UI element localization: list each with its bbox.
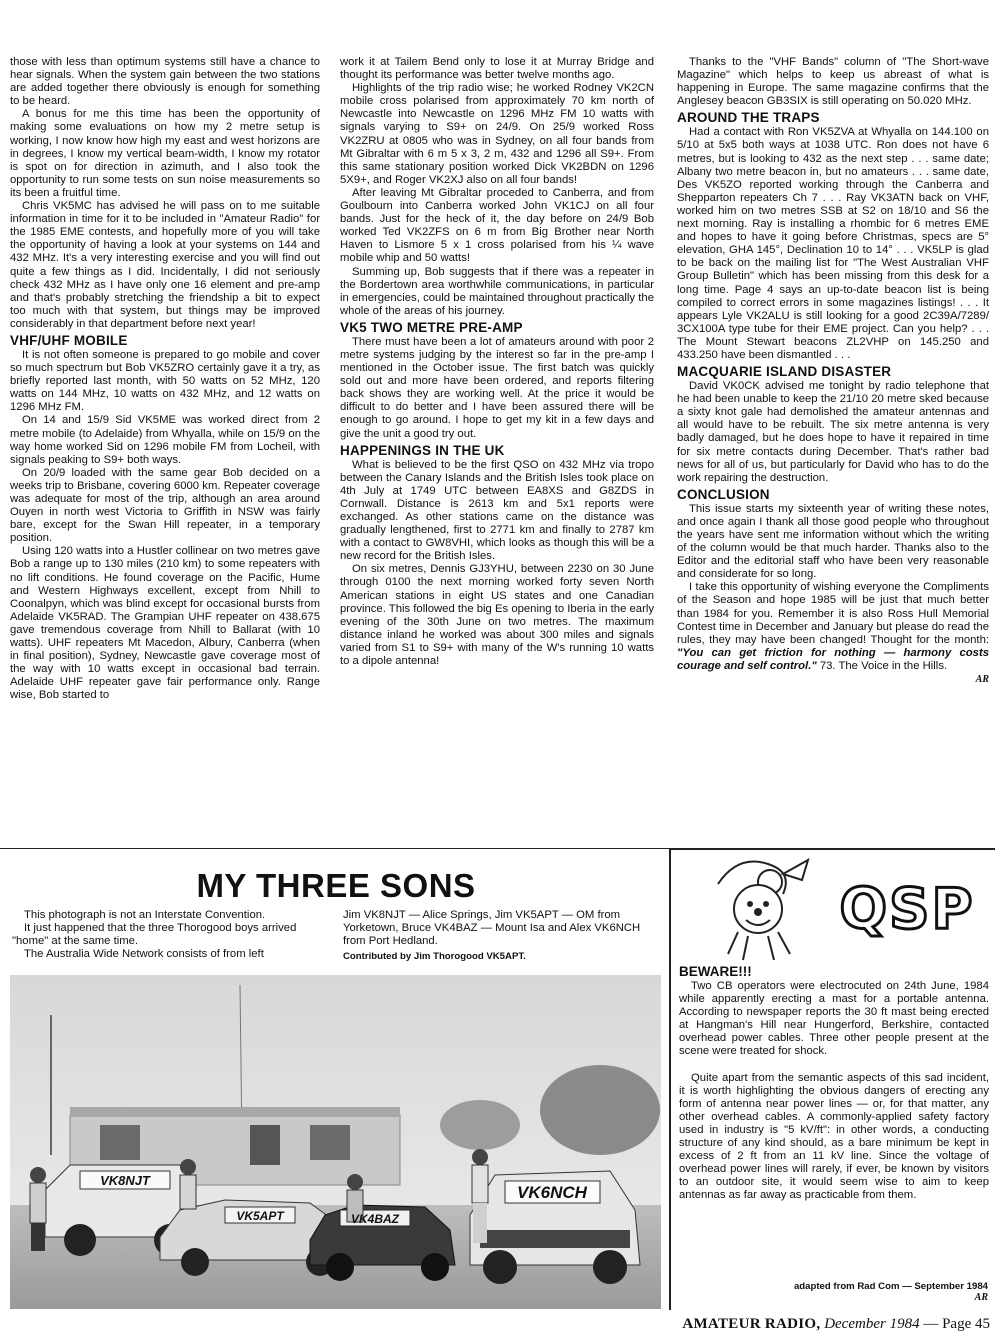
photo-three-sons (10, 975, 661, 1309)
person (180, 1159, 196, 1209)
paragraph: David VK0CK advised me tonight by radio telephone that he had been unable to keep the 21/10 20 metre sked because a sixty knot gale had demolished the amateur antennas and all would have to be rebuilt. The six metre antenna is very badly damaged, but he does hope to have it repaired in time for six metre contacts during December. That's rather bad news for all of us, but particularly for David who has to do the work repairing the destruction. (677, 380, 989, 484)
section-heading-conclusion: CONCLUSION (677, 486, 770, 502)
paragraph: A bonus for me this time has been the opportunity of making some evaluations on how my 2 metre setup is working, I now know how high my east and west horizons are in degrees, I know my vertical beam-width, I know my rotator is spot on for direction in azimuth, and I also took the opportunity to run some tests on sun noise measurements so its been a fruitful time. (10, 108, 320, 199)
source-credit: adapted from Rad Com — September 1984 (793, 1281, 988, 1292)
column-1 (10, 56, 320, 703)
paragraph: It is not often someone is prepared to go mobile and cover so much spectrum but Bob VK5ZRO certainly gave it a try, as briefly reported last month, with 50 watts on 52 MHz, 120 watts on 144 MHz, 10 watts on 432 MHz, and 12 watts on 1296 MHz FM. (10, 348, 320, 414)
plate-sign: VK6NCH (517, 1183, 587, 1202)
qsp-logo-text: QSP (839, 877, 975, 942)
paragraph-text: I take this opportunity of wishing everyone the Compliments of the Season and hope 1985 will be just that much better than 1984 for you. Remember it is also Ross Hull Memorial Contest time in December and January but please do read the rules, they may have been changed! Thought for the month: (677, 581, 989, 646)
issue-date: December 1984 (824, 1316, 920, 1332)
magazine-name: AMATEUR RADIO, (682, 1316, 821, 1332)
paragraph: After leaving Mt Gibraltar proceded to Canberra, and from Goulbourn into Canberra worked John VK1CJ on all four bands. Just for the heck of it, the day before on 24/9 Bob worked Ted VK2ZFS on 6 m from Big Brother near North Haven to Lismore 5 x 1 cross polarised from his ¼ wave mobile whip and 50 watts! (340, 186, 654, 265)
paragraph: Using 120 watts into a Hustler collinear on two metres gave Bob a range up to 130 miles (210 km) to some repeaters with no lift conditions. He found coverage on the Pacific, Hume and Western Highways excellent, except from Nhill to Coonalpyn, which was blind except for occasional bursts from Adelaide VK5RAD. The Grampian UHF repeater on 438.675 gave tremendous coverage from Nhill to Ballarat (with 10 watts). UHF repeaters Mt Macedon, Albury, Canberra (when in final position), Sydney, Newcastle gave coverage most of the way with 10 watts except in occasional bad terrain. Adelaide UHF repeater gave fair performance only. Range wise, Bob started to (10, 545, 320, 702)
paragraph: Had a contact with Ron VK5ZVA at Whyalla on 144.100 on 5/10 at 5x5 both ways at 1038 UTC. Ron does not have 6 metres, but is looking to 432 as the next step . . . same date; Albany two metre beacon in, but no amateurs . . . same date, Des VK5ZO reported working through the Canberra and Shepparton repeaters Ch 7 . . . Ray VK3ATN back on VHF, worked him on two metres SSB at S2 on 18/10 and S6 the next morning. Ray is installing a rhombic for 6 metres EME and hopes to have it going before Christmas, specs are 5° elevation, GHA 145°, Declination 10 to 14° . . . VK5LP is glad to be back on the mailing list for "The West Australian VHF Group Bulletin" which has been missing from this desk for a long time. Page 4 says an up-to-date beacon list is being compiled to correct errors in some magazines listings! . . . It appears Lyle VK2ALU is still looking for a good 2C39A/7289/ 3CX100A type tube for their EME project. Can you help? . . . The Mount Stewart beacons ZL2VHP on 145.250 and 433.250 have been dismantled . . . (677, 126, 989, 361)
section-heading-preamp: VK5 TWO METRE PRE-AMP (340, 319, 523, 335)
paragraph: Summing up, Bob suggests that if there was a repeater in the Bordertown area worthwhile communications, in particular in emergencies, could be maintained throughout practically the whole of the areas of his journey. (340, 265, 654, 317)
qsp-logo (828, 872, 986, 942)
photo-credit: Contributed by Jim Thorogood VK5APT. (343, 951, 526, 963)
paragraph: Thanks to the "VHF Bands" column of "The Short-wave Magazine" which helps to keep us abreast of what is happening in Europe. The same magazine confirms that the Anglesey beacon GB3SIX is still operating on 50.020 MHz. (677, 56, 989, 108)
paragraph: The Australia Wide Network consists of from left (24, 948, 264, 961)
paragraph: What is believed to be the first QSO on 432 MHz via tropo between the Canary Islands and the British Isles took place on 4th July at 1749 UTC between EA8XS and G8ZDS in Cornwall. Distance is 2613 km and 5x1 reports were exchanged. As other stations came on the distance was gradually lengthened, first to 2771 km and finally to 2787 km with a contact to GW8VHI, which looks as though this will be a new record for the British Isles. (340, 458, 654, 563)
section-heading-traps: AROUND THE TRAPS (677, 110, 820, 126)
section-heading-macquarie: MACQUARIE ISLAND DISASTER (677, 364, 892, 380)
paragraph: On 14 and 15/9 Sid VK5ME was worked direct from 2 metre mobile (to Adelaide) from Whyalla, while on 15/9 on the way home worked Sid on 1296 mobile FM from Locheil, with signals peaking to S9+ both ways. (10, 414, 320, 466)
plate-sign: VK4BAZ (350, 1212, 400, 1226)
sons-text-left (12, 909, 312, 961)
paragraph: On six metres, Dennis GJ3YHU, between 2230 on 30 June through 0100 the next morning worked forty seven North American stations in eight US states and one Canadian province. This followed the big Es opening to Iberia in the early evening of the 30th June on two metres. The maximum distance inland he worked was about 300 miles and signals varied from S1 to S9+ with many of the W's running 10 watts to a dipole antenna! (340, 563, 654, 668)
page-footer (682, 1316, 990, 1333)
article-title: MY THREE SONS (196, 867, 476, 904)
qsp-heading: BEWARE!!! (679, 964, 752, 979)
section-divider (0, 848, 671, 849)
paragraph: It just happened that the three Thorogood boys arrived "home" at the same time. (12, 922, 297, 948)
section-heading-uk: HAPPENINGS IN THE UK (340, 442, 505, 458)
person (30, 1167, 46, 1251)
column-3 (677, 56, 989, 686)
paragraph: Quite apart from the semantic aspects of this sad incident, it is worth highlighting the obvious dangers of erecting any form of antenna near power lines — or, for that matter, any other overhead cables. A commonly-applied safety factory used in industry is "5 kV/ft": in other words, a conducting structure of any kind should, as a bare minimum be kept in excess of 2 ft from an 11 kV line. Since the voltage of overhead power lines will rarely, if ever, be known by visitors to an outdoor site, it would seem wise to aim to keep antennas as far away as practicable from them. (679, 1071, 989, 1202)
paragraph: Two CB operators were electrocuted on 24th June, 1984 while apparently erecting a mast for a portable antenna. According to newspaper reports the 30 ft mast being erected at Hangman's Hill near Hungerford, Berkshire, contacted overhead power cables. Three other people present at the scene were treated for shock. (679, 980, 989, 1058)
plate-sign: VK8NJT (100, 1173, 150, 1188)
ar-logo: AR (974, 1292, 988, 1303)
clown-mascot-icon (698, 854, 818, 962)
paragraph: Jim VK8NJT — Alice Springs, Jim VK5APT — OM from Yorketown, Bruce VK4BAZ — Mount Isa and Alex VK6NCH from Port Hedland. (343, 909, 641, 948)
column-2 (340, 56, 654, 668)
qsp-credit (794, 1281, 988, 1303)
quote-of-month: "You can get friction for nothing — harmony costs courage and self control." (677, 646, 989, 672)
section-heading-mobile: VHF/UHF MOBILE (10, 332, 128, 348)
qsp-article (679, 964, 989, 1203)
paragraph: This photograph is not an Interstate Convention. (24, 909, 266, 921)
paragraph (677, 581, 989, 673)
paragraph: work it at Tailem Bend only to lose it at Murray Bridge and thought its performance was better twelve months ago. (340, 56, 654, 82)
page-number: — Page 45 (923, 1316, 990, 1332)
paragraph: Highlights of the trip radio wise; he worked Rodney VK2CN mobile cross polarised from approximately 70 km north of Newcastle into Newcastle on 1296 MHz FM 10 watts with signals varying to S9+ on 24/9. On 25/9 worked Ross VK2ZRU at 0805 who was in Sydney, on all four bands from Mt Gibraltar with 6 m 5 x 3, 2 m, 432 and 1296 all S9+. From this same stationary position worked Dick VK2BDN on 1296 5X9+, and Roger VK2XJ also on all four bands! (340, 82, 654, 186)
ar-logo: AR (975, 674, 989, 686)
paragraph: those with less than optimum systems still have a chance to hear signals. When the system gain between the two stations are added together there obviously is enough for something to be heard. (10, 56, 320, 108)
paragraph: Chris VK5MC has advised he will pass on to me suitable information in time for it to be included in "Amateur Radio" for the 1985 EME contests, and hopefully more of you will take the opportunity of having a look at your systems on 144 and 432 MHz. It's a very interesting exercise and you will find out quite a few things as I did. Incidentally, I did not seriously check 432 MHz as I have only one 16 element and pre-amp and that's probably stretching the friendship a bit to expect too much with that system, but things may be improved considerably in that department before next year! (10, 200, 320, 330)
paragraph: On 20/9 loaded with the same gear Bob decided on a weeks trip to Brisbane, covering 6000 km. Repeater coverage was adequate for most of the trip, although an area around Ouyen in north west Victoria to Griffith in NSW was fairly bare, except for the Swan Hill repeater, in a temporary position. (10, 466, 320, 545)
paragraph: This issue starts my sixteenth year of writing these notes, and once again I thank all those good people who throughout the years have sent me information without which the writing of the column would be that much harder. Thanks also to the Editor and the editorial staff who have been very reasonable and considerate for so long. (677, 502, 989, 581)
paragraph-text: 73. The Voice in the Hills. (816, 659, 948, 672)
plate-sign: VK5APT (236, 1209, 284, 1223)
paragraph: There must have been a lot of amateurs around with poor 2 metre systems judging by the interest so far in the pre-amp I mentioned in the October issue. The first batch was quickly sold out and more have been ordered, and reports filtering back shows they are working well. At the price it would be difficult to do better and I have been assured there will be enough to go around. I hope to get my kit in a few days and give the unit a good try out. (340, 335, 654, 440)
sons-text-right (343, 909, 655, 963)
